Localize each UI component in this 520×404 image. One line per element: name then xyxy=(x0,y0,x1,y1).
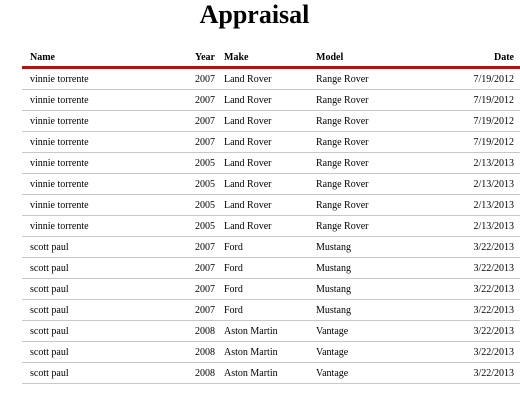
cell-model: Range Rover xyxy=(316,174,420,195)
cell-date: 3/22/2013 xyxy=(420,258,520,279)
cell-make: Ford xyxy=(224,237,316,258)
table-row xyxy=(22,237,520,258)
cell-make: Land Rover xyxy=(224,195,316,216)
cell-make: Aston Martin xyxy=(224,342,316,363)
cell-date: 2/13/2013 xyxy=(420,153,520,174)
cell-make: Ford xyxy=(224,258,316,279)
cell-model: Vantage xyxy=(316,321,420,342)
column-header-date: Date xyxy=(494,52,514,63)
cell-date: 2/13/2013 xyxy=(420,195,520,216)
cell-model: Range Rover xyxy=(316,216,420,237)
cell-year: 2007 xyxy=(165,237,224,258)
cell-make: Ford xyxy=(224,300,316,321)
column-header-make: Make xyxy=(224,52,249,63)
cell-date: 7/19/2012 xyxy=(420,111,520,132)
cell-name: scott paul xyxy=(22,237,165,258)
table-row xyxy=(22,153,520,174)
cell-name: scott paul xyxy=(22,363,165,384)
cell-name: scott paul xyxy=(22,321,165,342)
cell-name: vinnie torrente xyxy=(22,195,165,216)
column-header-name: Name xyxy=(30,52,55,63)
cell-make: Land Rover xyxy=(224,90,316,111)
cell-name: vinnie torrente xyxy=(22,153,165,174)
cell-make: Land Rover xyxy=(224,111,316,132)
cell-year: 2007 xyxy=(165,258,224,279)
cell-model: Range Rover xyxy=(316,90,420,111)
cell-model: Range Rover xyxy=(316,132,420,153)
table-row xyxy=(22,279,520,300)
table-row xyxy=(22,300,520,321)
cell-model: Mustang xyxy=(316,279,420,300)
cell-date: 7/19/2012 xyxy=(420,132,520,153)
table-row xyxy=(22,174,520,195)
cell-year: 2007 xyxy=(165,68,224,90)
table-header-row xyxy=(22,49,520,68)
cell-name: scott paul xyxy=(22,279,165,300)
cell-year: 2005 xyxy=(165,216,224,237)
cell-date: 3/22/2013 xyxy=(420,321,520,342)
cell-name: vinnie torrente xyxy=(22,90,165,111)
cell-date: 7/19/2012 xyxy=(420,68,520,90)
cell-year: 2007 xyxy=(165,300,224,321)
cell-date: 2/13/2013 xyxy=(420,174,520,195)
cell-name: vinnie torrente xyxy=(22,132,165,153)
cell-make: Aston Martin xyxy=(224,363,316,384)
cell-year: 2008 xyxy=(165,321,224,342)
cell-model: Range Rover xyxy=(316,111,420,132)
report-title: Appraisal xyxy=(199,0,310,29)
cell-make: Land Rover xyxy=(224,132,316,153)
cell-year: 2007 xyxy=(165,90,224,111)
cell-name: vinnie torrente xyxy=(22,174,165,195)
table-row xyxy=(22,195,520,216)
cell-make: Land Rover xyxy=(224,174,316,195)
cell-make: Ford xyxy=(224,279,316,300)
cell-date: 3/22/2013 xyxy=(420,300,520,321)
cell-date: 3/22/2013 xyxy=(420,363,520,384)
cell-make: Land Rover xyxy=(224,68,316,90)
cell-date: 3/22/2013 xyxy=(420,279,520,300)
cell-model: Range Rover xyxy=(316,153,420,174)
cell-name: scott paul xyxy=(22,300,165,321)
cell-date: 3/22/2013 xyxy=(420,237,520,258)
cell-make: Land Rover xyxy=(224,153,316,174)
table-row xyxy=(22,321,520,342)
cell-year: 2005 xyxy=(165,195,224,216)
cell-year: 2005 xyxy=(165,174,224,195)
cell-name: vinnie torrente xyxy=(22,216,165,237)
cell-model: Vantage xyxy=(316,363,420,384)
cell-make: Aston Martin xyxy=(224,321,316,342)
table-row xyxy=(22,132,520,153)
cell-name: scott paul xyxy=(22,258,165,279)
cell-date: 3/22/2013 xyxy=(420,342,520,363)
cell-name: vinnie torrente xyxy=(22,68,165,90)
table-row xyxy=(22,363,520,384)
cell-year: 2005 xyxy=(165,153,224,174)
table-row xyxy=(22,68,520,90)
cell-model: Mustang xyxy=(316,258,420,279)
cell-year: 2007 xyxy=(165,279,224,300)
cell-date: 2/13/2013 xyxy=(420,216,520,237)
cell-name: scott paul xyxy=(22,342,165,363)
cell-make: Land Rover xyxy=(224,216,316,237)
table-row xyxy=(22,216,520,237)
table-row xyxy=(22,258,520,279)
cell-year: 2007 xyxy=(165,132,224,153)
appraisal-table xyxy=(22,49,520,384)
cell-year: 2008 xyxy=(165,363,224,384)
cell-year: 2008 xyxy=(165,342,224,363)
cell-model: Range Rover xyxy=(316,195,420,216)
column-header-year: Year xyxy=(195,52,215,63)
cell-year: 2007 xyxy=(165,111,224,132)
column-header-model: Model xyxy=(316,52,344,63)
cell-model: Mustang xyxy=(316,237,420,258)
table-row xyxy=(22,111,520,132)
cell-model: Vantage xyxy=(316,342,420,363)
cell-name: vinnie torrente xyxy=(22,111,165,132)
cell-date: 7/19/2012 xyxy=(420,90,520,111)
table-row xyxy=(22,90,520,111)
table-row xyxy=(22,342,520,363)
cell-model: Mustang xyxy=(316,300,420,321)
cell-model: Range Rover xyxy=(316,68,420,90)
